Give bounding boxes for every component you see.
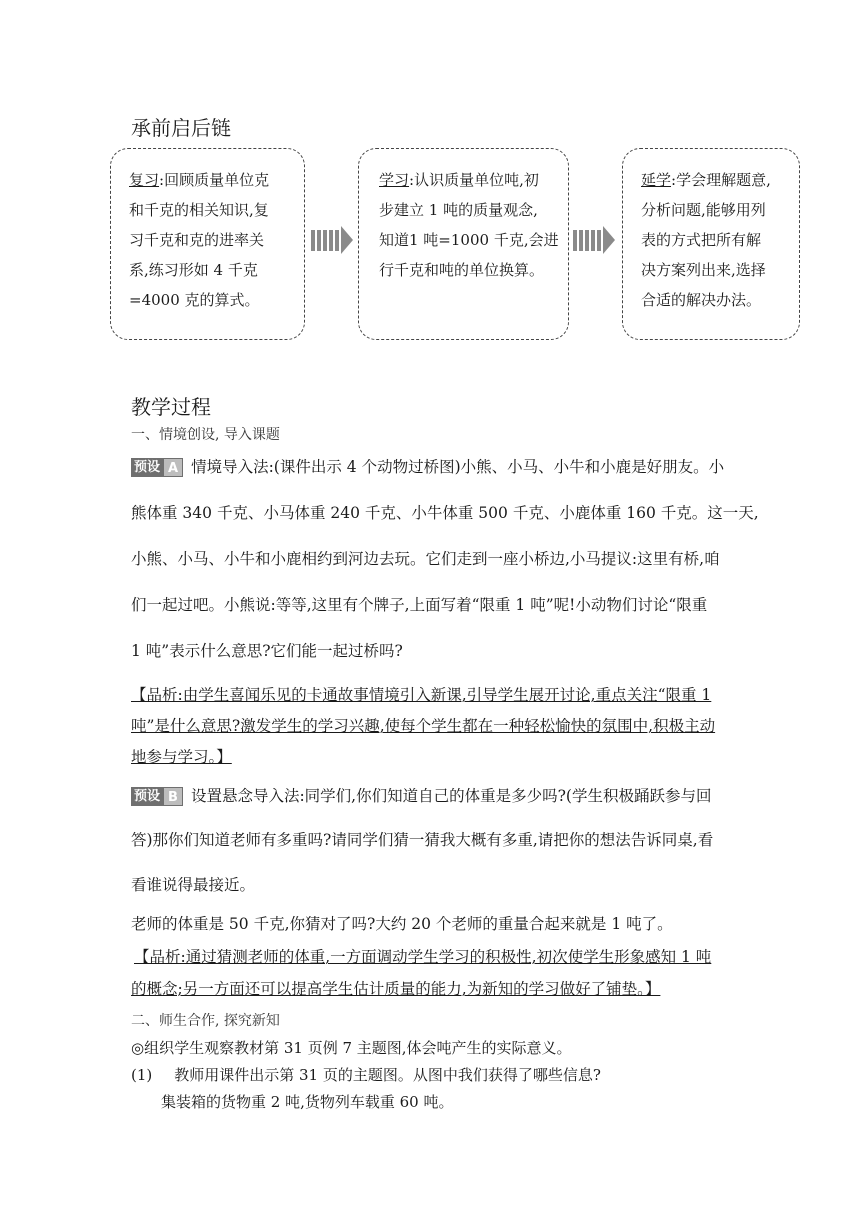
- arrow-icon: [573, 226, 615, 254]
- box-line: 和千克的相关知识,复: [129, 201, 269, 219]
- section-title: 二、师生合作, 探究新知: [131, 1013, 280, 1029]
- comment-line: 【品析:通过猜测老师的体重,一方面调动学生学习的积极性,初次使学生形象感知 1 吨: [134, 948, 712, 966]
- section-title: 一、情境创设, 导入课题: [131, 427, 280, 443]
- comment-line: 地参与学习。】: [131, 748, 232, 766]
- preset-a-line: 预设 A 情境导入法:(课件出示 4 个动物过桥图)小熊、小马、小牛和小鹿是好朋友。小: [131, 455, 724, 477]
- box-label-extend: 延学: [641, 171, 672, 189]
- comment-line: 吨”是什么意思?激发学生的学习兴趣,使每个学生都在一种轻松愉快的氛围中,积极主动: [131, 717, 716, 735]
- arrow-icon: [311, 226, 353, 254]
- preset-a-tag: 预设 A: [131, 458, 183, 477]
- box-line: 习千克和克的进率关: [129, 231, 265, 249]
- box-label-review: 复习: [129, 171, 160, 189]
- paragraph-line: 们一起过吧。小熊说:等等,这里有个牌子,上面写着“限重 1 吨”呢!小动物们讨论“限重: [131, 596, 708, 614]
- review-box: [110, 148, 305, 340]
- paragraph-line: 答)那你们知道老师有多重吗?请同学们猜一猜我大概有多重,请把你的想法告诉同桌,看: [131, 831, 714, 849]
- heading-review: 承前启后链: [131, 116, 231, 140]
- extend-box: [622, 148, 800, 340]
- paragraph-line: 老师的体重是 50 千克,你猜对了吗?大约 20 个老师的重量合起来就是 1 吨了。: [131, 915, 673, 933]
- step-number: (1): [131, 1066, 153, 1084]
- box-line: 行千克和吨的单位换算。: [379, 261, 545, 279]
- preset-b-line: 预设 B 设置悬念导入法:同学们,你们知道自己的体重是多少吗?(学生积极踊跃参与回: [131, 784, 711, 806]
- heading-process: 教学过程: [131, 395, 211, 419]
- step-answer: 集装箱的货物重 2 吨,货物列车载重 60 吨。: [161, 1093, 454, 1111]
- paragraph-line: 1 吨”表示什么意思?它们能一起过桥吗?: [131, 642, 403, 660]
- box-label-learn: 学习: [379, 171, 410, 189]
- organize-line: ◎组织学生观察教材第 31 页例 7 主题图,体会吨产生的实际意义。: [131, 1039, 572, 1057]
- box-line: :认识质量单位吨,初: [409, 171, 539, 189]
- box-line: 步建立 1 吨的质量观念,: [379, 201, 538, 219]
- box-line: :回顾质量单位克: [159, 171, 270, 189]
- box-line: 知道1 吨=1000 千克,会进: [379, 231, 559, 249]
- paragraph-line: 小熊、小马、小牛和小鹿相约到河边去玩。它们走到一座小桥边,小马提议:这里有桥,咱: [131, 550, 720, 568]
- box-line: 合适的解决办法。: [641, 291, 762, 309]
- box-line: 分析问题,能够用列: [641, 201, 766, 219]
- step-text: 教师用课件出示第 31 页的主题图。从图中我们获得了哪些信息?: [174, 1066, 601, 1084]
- box-line: 决方案列出来,选择: [641, 261, 766, 279]
- box-line: 表的方式把所有解: [641, 231, 762, 249]
- comment-line: 【品析:由学生喜闻乐见的卡通故事情境引入新课,引导学生展开讨论,重点关注“限重 1: [131, 686, 712, 704]
- box-line: =4000 克的算式。: [129, 291, 260, 309]
- box-line: :学会理解题意,: [671, 171, 771, 189]
- box-line: 系,练习形如 4 千克: [129, 261, 258, 279]
- step-line: [131, 1064, 601, 1085]
- learn-box: [358, 148, 569, 340]
- comment-line: 的概念;另一方面还可以提高学生估计质量的能力,为新知的学习做好了铺垫。】: [131, 980, 661, 998]
- paragraph-line: 看谁说得最接近。: [131, 876, 256, 894]
- preset-b-tag: 预设 B: [131, 787, 183, 806]
- paragraph-line: 熊体重 340 千克、小马体重 240 千克、小牛体重 500 千克、小鹿体重 160 千克。这一天,: [131, 504, 759, 522]
